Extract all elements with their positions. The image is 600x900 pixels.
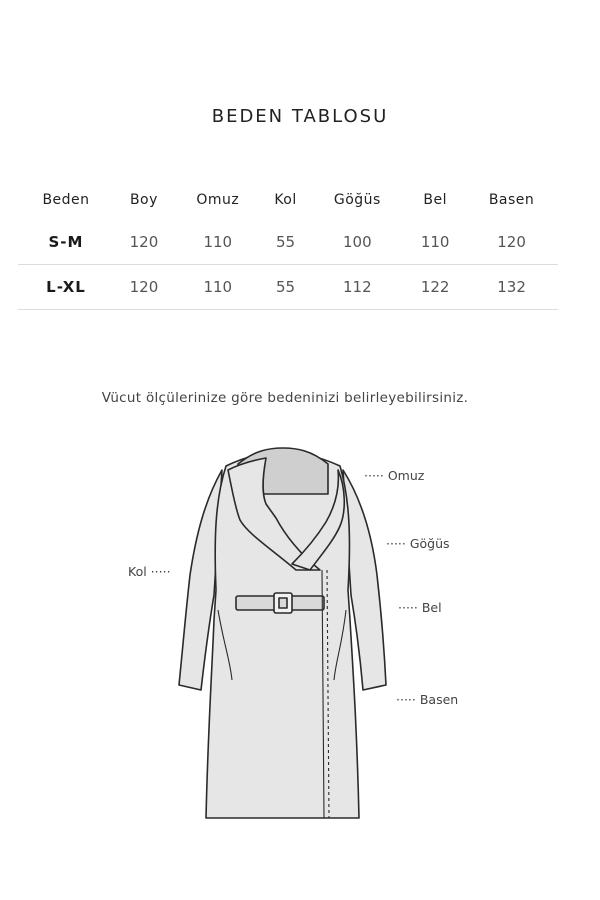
measurement-note: Vücut ölçülerinize göre bedeninizi belirleyebilirsiniz. xyxy=(101,390,469,406)
value-cell: 100 xyxy=(309,220,405,265)
belt-buckle-inner xyxy=(279,598,287,608)
coat-diagram xyxy=(0,430,600,870)
header-omuz: Omuz xyxy=(196,192,240,208)
table-row xyxy=(18,220,558,265)
value-cell: 112 xyxy=(309,265,405,310)
value-cell: 110 xyxy=(174,265,262,310)
page-title: BEDEN TABLOSU xyxy=(211,106,389,127)
size-cell: S-M xyxy=(18,220,114,265)
header-gogus: Göğüs xyxy=(333,192,381,208)
label-omuz: ····· Omuz xyxy=(364,468,425,483)
size-table xyxy=(18,180,558,310)
value-cell: 120 xyxy=(114,220,174,265)
value-cell: 122 xyxy=(405,265,465,310)
header-basen: Basen xyxy=(488,192,535,208)
header-beden: Beden xyxy=(42,192,90,208)
value-cell: 55 xyxy=(262,220,310,265)
value-cell: 110 xyxy=(405,220,465,265)
header-bel: Bel xyxy=(423,192,447,208)
table-row xyxy=(18,265,558,310)
label-kol: Kol ····· xyxy=(128,564,171,579)
label-gogus: ····· Göğüs xyxy=(386,536,450,551)
label-bel: ····· Bel xyxy=(398,600,442,615)
label-basen: ····· Basen xyxy=(396,692,459,707)
size-cell: L-XL xyxy=(18,265,114,310)
value-cell: 55 xyxy=(262,265,310,310)
coat-illustration xyxy=(0,430,600,870)
header-kol: Kol xyxy=(274,192,297,208)
table-header-row xyxy=(18,180,558,220)
header-boy: Boy xyxy=(129,192,158,208)
value-cell: 110 xyxy=(174,220,262,265)
value-cell: 132 xyxy=(465,265,558,310)
value-cell: 120 xyxy=(114,265,174,310)
value-cell: 120 xyxy=(465,220,558,265)
